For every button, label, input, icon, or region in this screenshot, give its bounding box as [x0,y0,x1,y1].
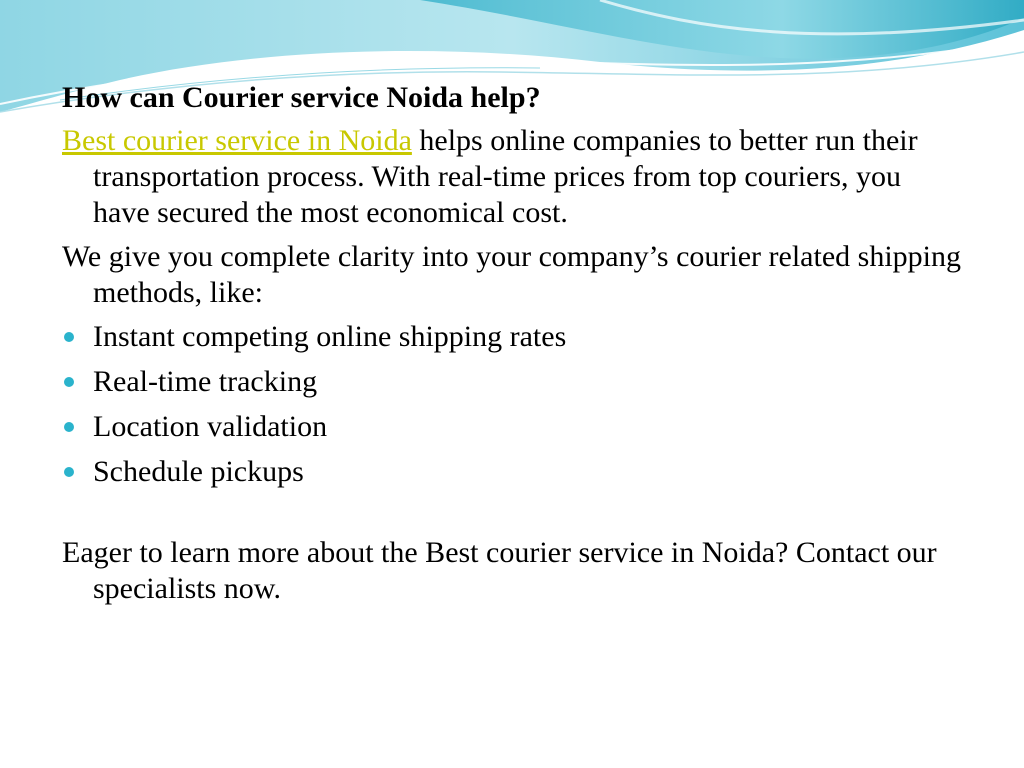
bullet-icon [64,467,74,477]
bullet-icon [64,332,74,342]
clarity-paragraph: We give you complete clarity into your company’s courier related shipping methods, like: [62,240,961,309]
closing-paragraph: Eager to learn more about the Best courier service in Noida? Contact our specialists now. [62,536,937,605]
list-item-label: Location validation [93,410,328,443]
list-item [62,364,962,400]
list-item [62,454,962,490]
bullet-icon [64,377,74,387]
intro-text: helps online companies to better run their transportation process. With real-time prices from top couriers, you have secured the most economical cost. [93,124,918,229]
list-item-label: Schedule pickups [93,455,304,488]
slide-heading: How can Courier service Noida help? [62,81,541,114]
list-item [62,319,962,355]
list-item [62,409,962,445]
spacer [62,499,962,535]
features-list [62,319,962,490]
bullet-icon [64,422,74,432]
list-item-label: Real-time tracking [93,365,318,398]
intro-paragraph [62,123,962,231]
list-item-label: Instant competing online shipping rates [93,320,567,353]
best-courier-link[interactable]: Best courier service in Noida [62,124,412,157]
slide-content [62,80,962,615]
